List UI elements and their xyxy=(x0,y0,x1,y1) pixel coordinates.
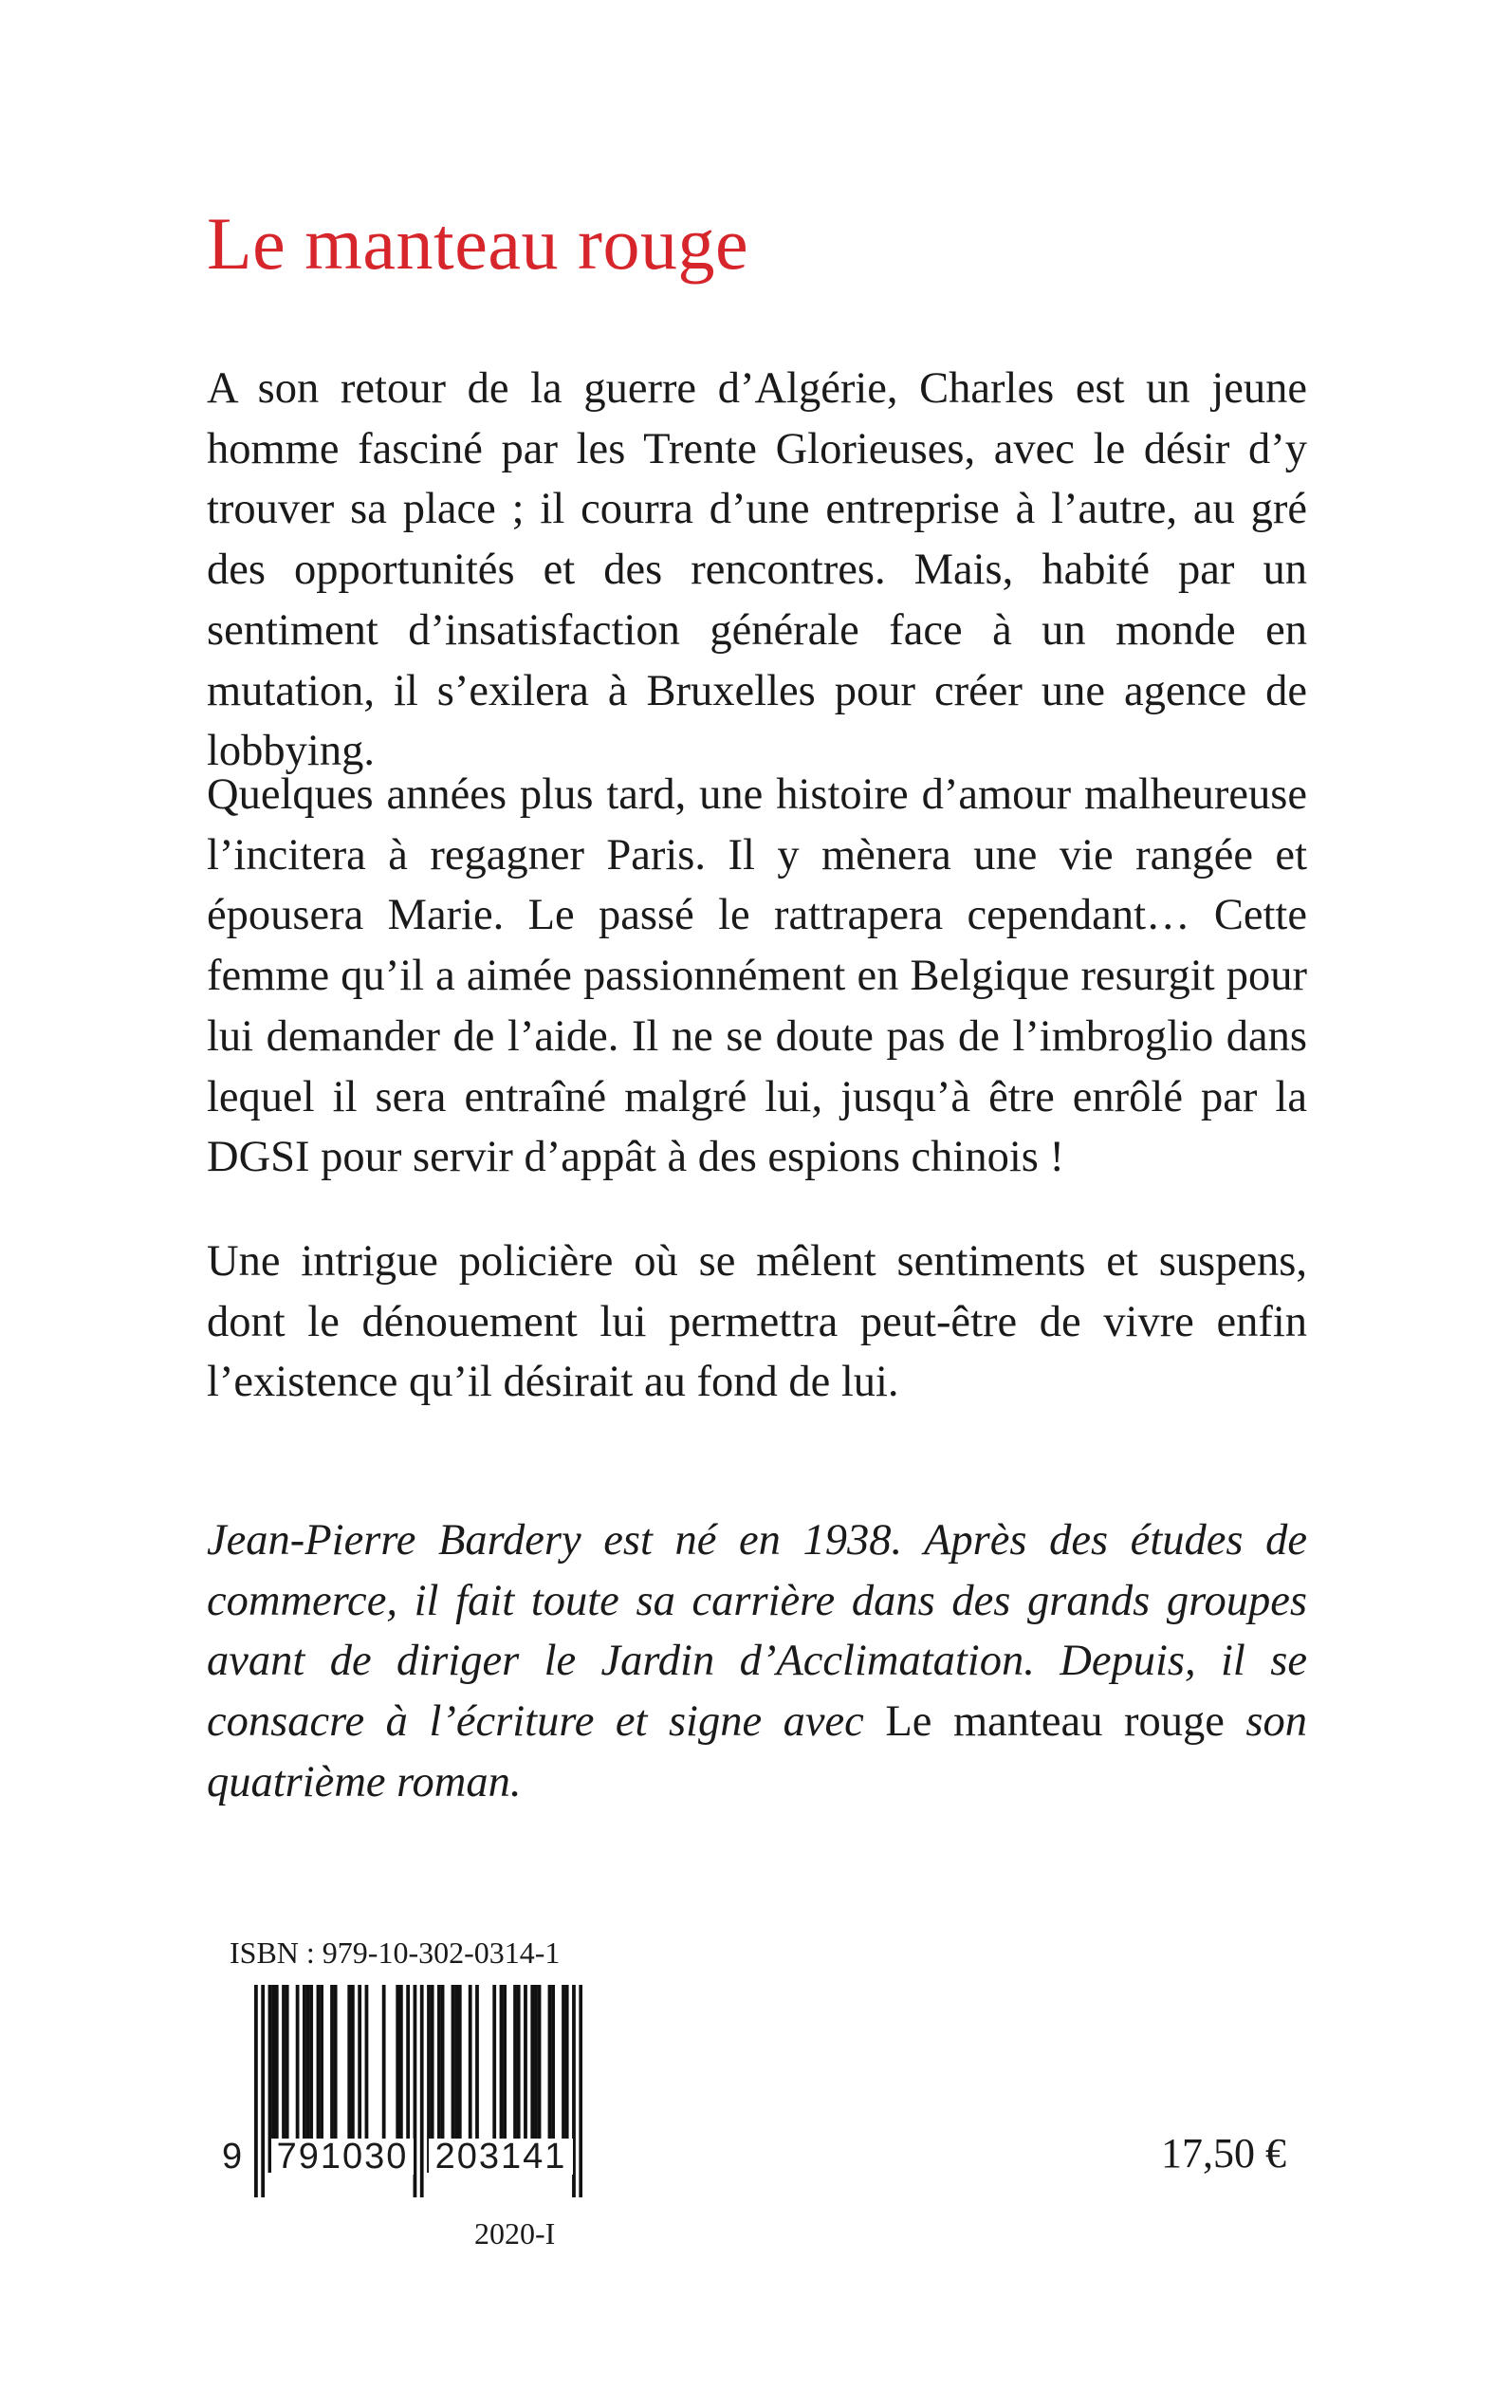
isbn-label: ISBN : 979-10-302-0314-1 xyxy=(230,1936,561,1970)
author-bio-text-end: son quatrième roman. xyxy=(207,1697,1307,1806)
edition-code: 2020-I xyxy=(474,2216,556,2251)
author-bio-text: Jean-Pierre Bardery est né en 1938. Après des études de commerce, il fait toute sa carrière dans des grands groupes avant de diriger le Jardin d’Acclimatation. Depuis, il se consacre à l’écriture et signe avec xyxy=(207,1516,1307,1747)
price: 17,50 € xyxy=(1161,2130,1286,2176)
barcode-first-digit: 9 xyxy=(222,2137,243,2176)
barcode-right-digits: 203141 xyxy=(429,2139,573,2175)
synopsis-paragraph-2: Quelques années plus tard, une histoire d’amour malheureuse l’incitera à regagner Paris. Il y mènera une vie rangée et épousera Marie. Le passé le rattrapera cependant… Cette femme qu’il a aimée passionnément en Belgique resurgit pour lui demander de l’aide. Il ne se doute pas de l’imbroglio dans lequel il sera entraîné malgré lui, jusqu’à être enrôlé par la DGSI pour servir d’appât à des espions chinois ! xyxy=(207,770,1307,1182)
author-bio xyxy=(207,1510,1307,1813)
author-bio-book-title: Le manteau rouge xyxy=(885,1697,1225,1747)
synopsis-paragraph-3: Une intrigue policière où se mêlent sentiments et suspens, dont le dénouement lui permettra peut-être de vivre enfin l’existence qu’il désirait au fond de lui. xyxy=(207,1237,1307,1407)
book-title: Le manteau rouge xyxy=(207,202,749,285)
barcode-left-digits: 791030 xyxy=(271,2139,414,2175)
synopsis-paragraph-1: A son retour de la guerre d’Algérie, Charles est un jeune homme fasciné par les Trente Glorieuses, avec le désir d’y trouver sa place ; il courra d’une entreprise à l’autre, au gré des opportunités et des rencontres. Mais, habité par un sentiment d’insatisfaction générale face à un monde en mutation, il s’exilera à Bruxelles pour créer une agence de lobbying. xyxy=(207,364,1307,776)
